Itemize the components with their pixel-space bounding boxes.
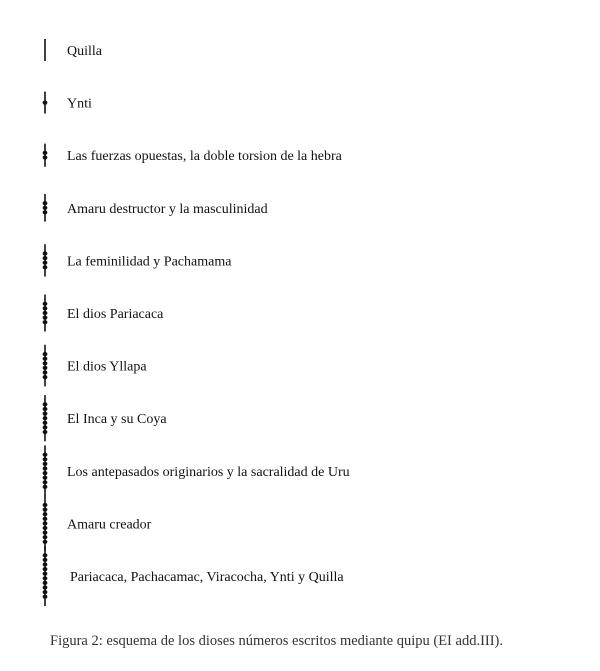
quipu-label: El dios Yllapa [67,359,147,375]
quipu-knot [43,480,48,484]
quipu-entry [43,496,152,551]
quipu-knot [43,526,48,530]
quipu-knot [43,595,48,599]
quipu-label: Las fuerzas opuestas, la doble torsion de la hebra [67,149,342,165]
quipu-label: Amaru creador [67,517,152,533]
quipu-knot [43,370,48,374]
quipu-knot [43,366,48,370]
quipu-knot [43,101,48,105]
quipu-knot [43,521,48,525]
quipu-knot [43,485,48,489]
quipu-label: El Inca y su Coya [67,412,167,428]
quipu-label: Pariacaca, Pachacamac, Viracocha, Ynti y Quilla [70,570,344,585]
quipu-knot [43,361,48,365]
quipu-entry [43,92,92,114]
quipu-entry [43,395,168,441]
quipu-knot [43,402,48,406]
quipu-label: Quilla [67,44,102,59]
quipu-knot [43,320,48,324]
quipu-label: Los antepasados originarios y la sacralidad de Uru [67,464,350,480]
quipu-entry [43,445,350,496]
quipu-knot [43,412,48,416]
quipu-knot [43,540,48,544]
quipu-label: La feminilidad y Pachamama [67,254,232,270]
quipu-knot [43,562,48,566]
quipu-knot [43,302,48,306]
quipu-knot [43,151,48,155]
quipu-knot [43,206,48,210]
quipu-knot [43,210,48,214]
quipu-knot [43,407,48,411]
quipu-knot [43,508,48,512]
quipu-knot [43,558,48,562]
quipu-knot [43,503,48,507]
quipu-knot [43,265,48,269]
quipu-knot [43,306,48,310]
quipu-entry [45,39,103,61]
quipu-knot [43,471,48,475]
quipu-knot [43,462,48,466]
quipu-knot [43,201,48,205]
quipu-entry [43,244,233,276]
quipu-entry [43,345,148,387]
quipu-entry [43,295,165,332]
quipu-knot [43,585,48,589]
quipu-knot [43,375,48,379]
quipu-knot [43,421,48,425]
quipu-entry [43,194,268,222]
quipu-knot [43,425,48,429]
quipu-knot [43,517,48,521]
quipu-knot [43,453,48,457]
quipu-knot [43,352,48,356]
quipu-knot [43,311,48,315]
quipu-knot [43,261,48,265]
quipu-knot [43,567,48,571]
quipu-knot [43,512,48,516]
quipu-knot [43,316,48,320]
quipu-knot [43,251,48,255]
quipu-knot [43,531,48,535]
quipu-knot [43,572,48,576]
quipu-knot [43,416,48,420]
quipu-entry [43,144,343,167]
quipu-knot [43,535,48,539]
quipu-entries [43,39,350,606]
quipu-knot [43,581,48,585]
quipu-label: El dios Pariacaca [67,307,164,322]
quipu-label: Amaru destructor y la masculinidad [67,201,268,217]
quipu-entry [43,546,345,606]
quipu-knot [43,590,48,594]
quipu-knot [43,553,48,557]
quipu-knot [43,256,48,260]
figure-caption: Figura 2: esquema de los dioses números escritos mediante quipu (EI add.III). [50,633,504,649]
quipu-knot [43,357,48,361]
quipu-knot [43,155,48,159]
quipu-knot [43,476,48,480]
quipu-knot [43,466,48,470]
quipu-knot [43,430,48,434]
quipu-knot [43,576,48,580]
quipu-label: Ynti [67,96,92,112]
quipu-knot [43,457,48,461]
